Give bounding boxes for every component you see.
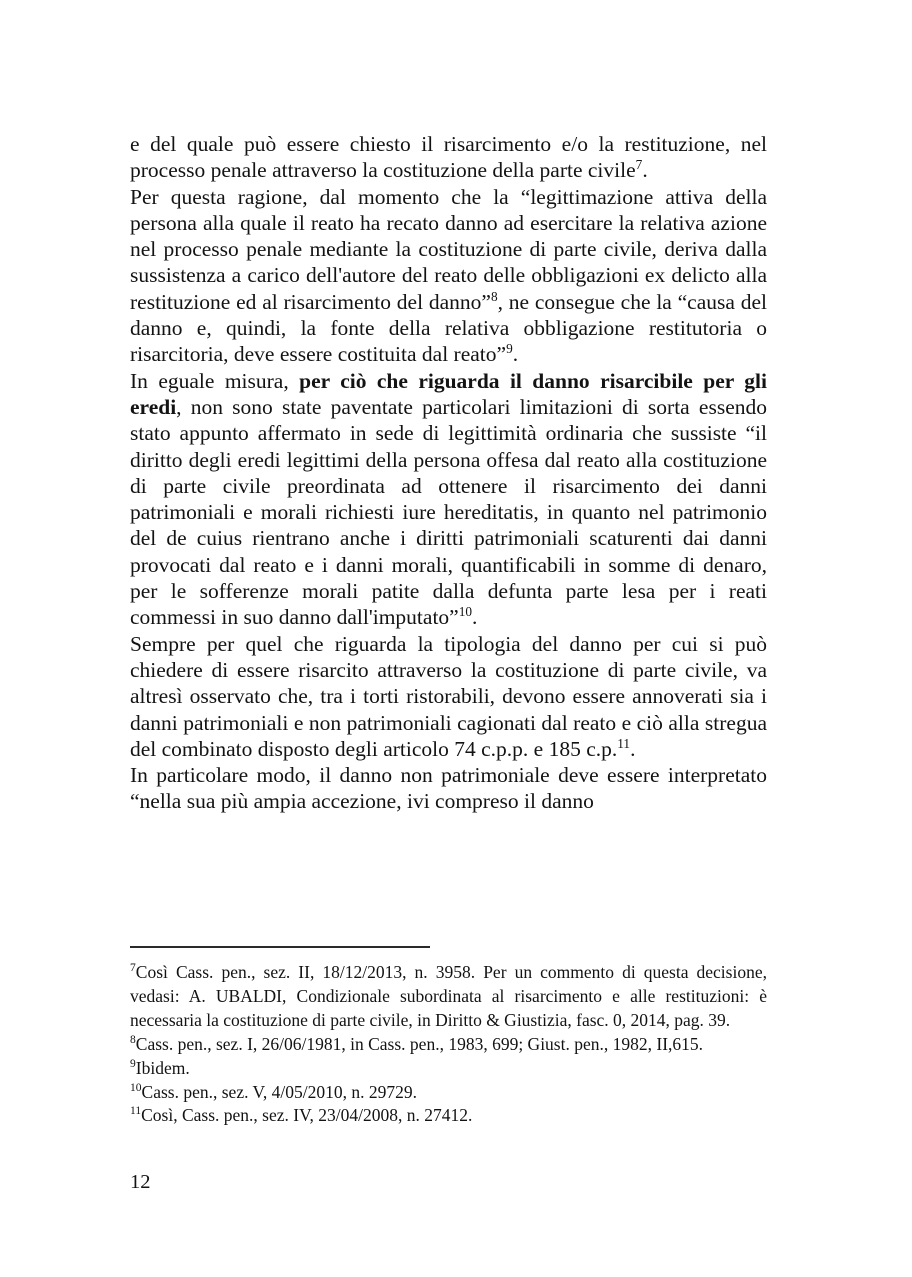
text-run: , non sono state paventate particolari limitazioni di sorta essendo stato appunto affermato in sede di legittimità ordinaria che sussiste “il diritto degli eredi legittimi della persona offesa dal reato alla costituzione di parte civile preordinata ad ottenere il risarcimento dei danni patrimoniali e morali richiesti iure hereditatis, in quanto nel patrimonio del de cuius rientrano anche i diritti patrimoniali scaturenti dai danni provocati dal reato e i danni morali, quantificabili in somme di denaro, per le sofferenze morali patite dalla defunta parte lesa per i reati commessi in suo danno dall'imputato” [130, 394, 767, 630]
footnote-ref-11: 11 [617, 735, 631, 751]
text-run: . [472, 605, 478, 630]
text-run: In eguale misura, [130, 368, 300, 393]
paragraph-3 [130, 368, 767, 631]
footnote-text: Ibidem. [135, 1057, 190, 1078]
text-run: . [630, 736, 636, 761]
footnote-number: 11 [130, 1105, 142, 1118]
footnote-text: Così Cass. pen., sez. II, 18/12/2013, n. 3958. Per un commento di questa decisione, vedasi: A. UBALDI, Condizionale subordinata al risarcimento e alle restituzioni: è necessaria la costituzione di parte civile, in Diritto & Giustizia, fasc. 0, 2014, pag. 39. [130, 962, 767, 1030]
text-run: e del quale può essere chiesto il risarcimento e/o la restituzione, nel processo penale attraverso la costituzione della parte civile [130, 132, 767, 183]
footnote-number: 7 [130, 962, 136, 975]
paragraph-4 [130, 631, 767, 762]
text-run: In particolare modo, il danno non patrimoniale deve essere interpretato “nella sua più ampia accezione, ivi compreso il danno [130, 763, 767, 814]
footnote-area [130, 946, 767, 1128]
paragraph-5 [130, 762, 767, 815]
text-run: Sempre per quel che riguarda la tipologia del danno per cui si può chiedere di essere risarcito attraverso la costituzione di parte civile, va altresì osservato che, tra i torti ristorabili, devono essere annoverati sia i danni patrimoniali e non patrimoniali cagionati dal reato e ciò alla stregua del combinato disposto degli articolo 74 c.p.p. e 185 c.p. [130, 631, 767, 761]
text-run: . [512, 342, 519, 367]
footnote-7 [130, 961, 767, 1033]
footnote-9 [130, 1057, 767, 1081]
footnote-separator [130, 946, 430, 948]
text-run: , ne consegue che la “causa del danno e, quindi, la fonte della relativa obbligazione restitutoria o risarcitoria, deve essere costituita dal reato” [130, 289, 767, 367]
footnote-number: 10 [130, 1081, 142, 1094]
footnote-8 [130, 1033, 767, 1057]
page-number: 12 [130, 1171, 151, 1193]
footnote-number: 9 [130, 1057, 136, 1070]
footnote-10 [130, 1081, 767, 1105]
footnote-text: Cass. pen., sez. I, 26/06/1981, in Cass. pen., 1983, 699; Giust. pen., 1982, II,615. [135, 1033, 704, 1054]
paragraph-2 [130, 184, 767, 368]
footnote-ref-9: 9 [506, 341, 513, 357]
body-text [130, 131, 767, 815]
footnote-11 [130, 1104, 767, 1128]
footnote-ref-7: 7 [635, 157, 643, 173]
text-run: Per questa ragione, dal momento che la “legittimazione attiva della persona alla quale il reato ha recato danno ad esercitare la relativa azione nel processo penale mediante la costituzione di parte civile, deriva dalla sussistenza a carico dell'autore del reato delle obbligazioni ex delicto alla restituzione ed al risarcimento del danno” [130, 184, 767, 314]
footnote-text: Così, Cass. pen., sez. IV, 23/04/2008, n. 27412. [141, 1105, 473, 1126]
footnote-text: Cass. pen., sez. V, 4/05/2010, n. 29729. [141, 1081, 418, 1102]
text-run: . [642, 158, 648, 183]
footnote-ref-8: 8 [490, 288, 498, 304]
bold-text-run: per ciò che riguarda il danno risarcibile per gli eredi [130, 368, 768, 419]
footnote-number: 8 [130, 1033, 136, 1046]
paragraph-1 [130, 131, 767, 184]
footnote-ref-10: 10 [458, 604, 473, 620]
